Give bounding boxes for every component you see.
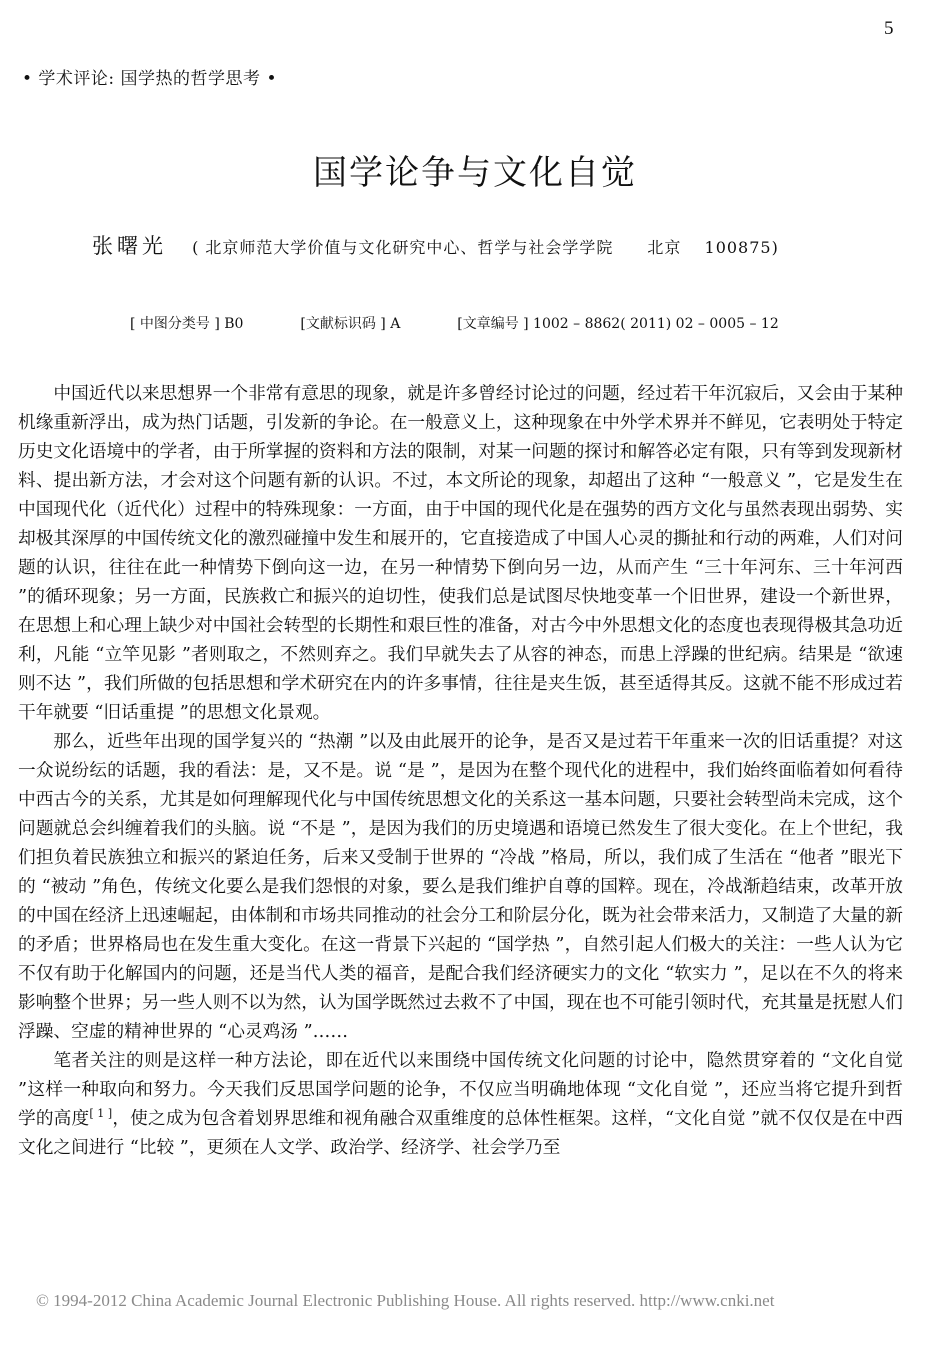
article-title: 国学论争与文化自觉 [313,153,637,193]
page-number: 5 [884,18,894,39]
paragraph-text: 笔者关注的则是这样一种方法论，即在近代以来围绕中国传统文化问题的讨论中，隐然贯穿着的 “文化自觉 ”这样一种取向和努力。今天我们反思国学问题的论争，不仅应当明确地体现 “文化自觉 ”，还应当将它提升到哲学的高度 [18,1051,903,1129]
document-code: [文献标识码 ] A [300,316,401,332]
body-paragraph: 那么，近些年出现的国学复兴的 “热潮 ”以及由此展开的论争，是否又是过若干年重来一次的旧话重提？对这一众说纷纭的话题，我的看法：是，又不是。说 “是 ”，是因为在整个现代化的进程中，我们始终面临着如何看待中西古今的关系，尤其是如何理解现代化与中国传统思想文化的关系这一基本问题，只要社会转型尚未完成，这个问题就总会纠缠着我们的头脑。说 “不是 ”，是因为我们的历史境遇和语境已然发生了很大变化。在上个世纪，我们担负着民族独立和振兴的紧迫任务，后来又受制于世界的 “冷战 ”格局，所以，我们成了生活在 “他者 ”眼光下的 “被动 ”角色，传统文化要么是我们怨恨的对象，要么是我们维护自尊的国粹。现在，冷战渐趋结束，改革开放的中国在经济上迅速崛起，由体制和市场共同推动的社会分工和阶层分化，既为社会带来活力，又制造了大量的新的矛盾；世界格局也在发生重大变化。在这一背景下兴起的 “国学热 ”，自然引起人们极大的关注：一些人认为它不仅有助于化解国内的问题，还是当代人类的福音，是配合我们经济硬实力的文化 “软实力 ”，足以在不久的将来影响整个世界；另一些人则不以为然，认为国学既然过去救不了中国，现在也不可能引领时代，充其量是抚慰人们浮躁、空虚的精神世界的 “心灵鸡汤 ”…… [18,732,903,1042]
article-body [18,380,903,1163]
byline [92,230,892,260]
classification-line [130,313,779,333]
copyright-footer: © 1994-2012 China Academic Journal Electronic Publishing House. All rights reserved. http://www.cnki.net [36,1291,775,1310]
article-number: [文章编号 ] 1002 – 8862( 2011) 02 – 0005 – 12 [457,316,779,332]
paragraph-text: ，使之成为包含着划界思维和视角融合双重维度的总体性框架。这样，“文化自觉 ”就不仅仅是在中西文化之间进行 “比较 ”，更须在人文学、政治学、经济学、社会学乃至 [18,1109,903,1158]
clc-number: [ 中图分类号 ] B0 [130,316,244,332]
body-paragraph [18,1047,903,1163]
body-paragraph: 中国近代以来思想界一个非常有意思的现象，就是许多曾经讨论过的问题，经过若干年沉寂后，又会由于某种机缘重新浮出，成为热门话题，引发新的争论。在一般意义上，这种现象在中外学术界并不鲜见，它表明处于特定历史文化语境中的学者，由于所掌握的资料和方法的限制，对某一问题的探讨和解答必定有限，只有等到发现新材料、提出新方法，才会对这个问题有新的认识。不过，本文所论的现象，却超出了这种 “一般意义 ”，它是发生在中国现代化（近代化）过程中的特殊现象：一方面，由于中国的现代化是在强势的西方文化与虽然表现出弱势、实却极其深厚的中国传统文化的激烈碰撞中发生和展开的，它直接造成了中国人心灵的撕扯和行动的两难，人们对问题的认识，往往在此一种情势下倒向这一边，在另一种情势下倒向另一边，从而产生 “三十年河东、三十年河西 ”的循环现象；另一方面，民族救亡和振兴的迫切性，使我们总是试图尽快地变革一个旧世界，建设一个新世界，在思想上和心理上缺少对中国社会转型的长期性和艰巨性的准备，对古今中外思想文化的态度也表现得极其急功近利，凡能 “立竿见影 ”者则取之，不然则弃之。我们早就失去了从容的神态，而患上浮躁的世纪病。结果是 “欲速则不达 ”，我们所做的包括思想和学术研究在内的许多事情，往往是夹生饭，甚至适得其反。这就不能不形成过若干年就要 “旧话重提 ”的思想文化景观。 [18,384,903,723]
column-header: • 学术评论: 国学热的哲学思考 • [22,69,277,89]
reference-marker[interactable]: [ 1 ] [89,1107,113,1121]
author-affiliation: ( 北京师范大学价值与文化研究中心、哲学与社会学学院 北京 100875) [192,238,779,257]
author-name: 张曙光 [92,234,167,258]
